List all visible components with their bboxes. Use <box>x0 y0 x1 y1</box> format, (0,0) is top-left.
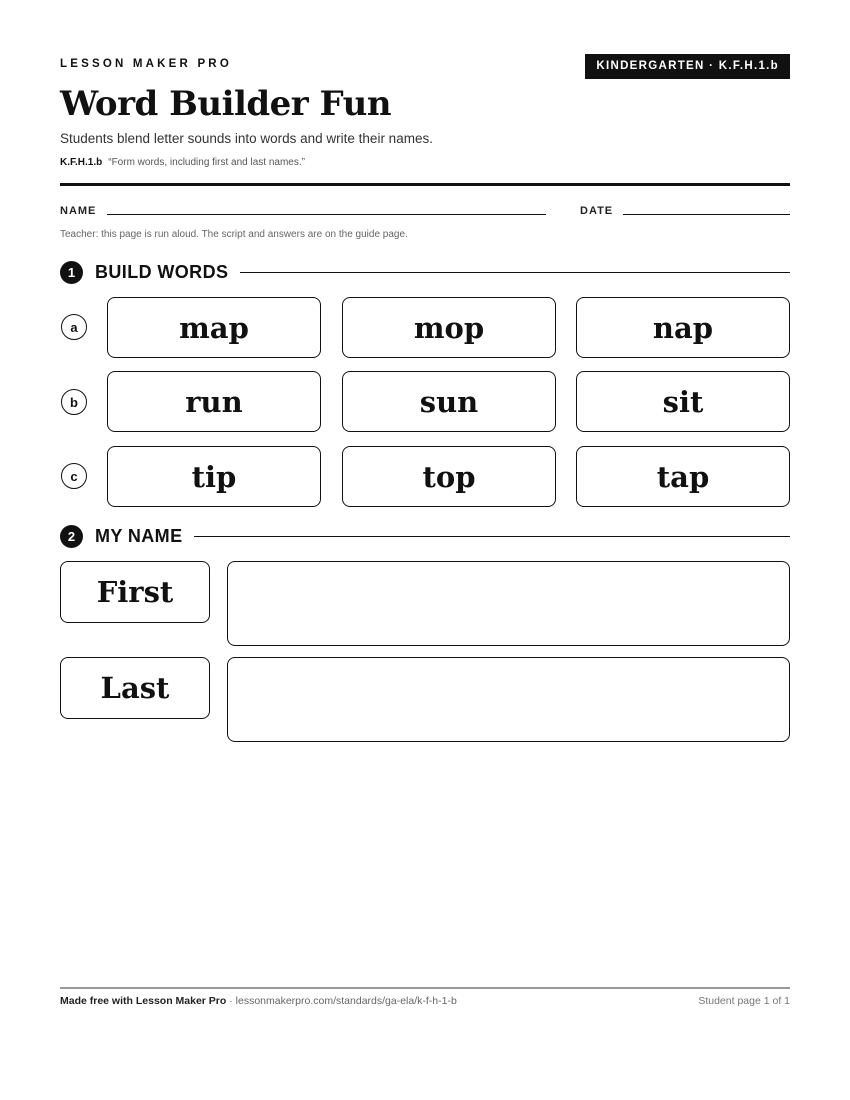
section-title: BUILD WORDS <box>95 261 229 282</box>
footer-page-number: Student page 1 of 1 <box>698 995 790 1007</box>
footer-divider <box>60 987 790 989</box>
section-title: MY NAME <box>95 525 183 546</box>
teacher-note: Teacher: this page is run aloud. The script and answers are on the guide page. <box>60 229 408 240</box>
word-card[interactable]: sit <box>576 371 790 432</box>
row-letter-c: c <box>61 463 87 489</box>
row-letter-b: b <box>61 389 87 415</box>
last-name-label: Last <box>60 657 210 719</box>
word-card[interactable]: mop <box>342 297 556 358</box>
brand-name: LESSON MAKER PRO <box>60 58 232 70</box>
page-subtitle: Students blend letter sounds into words and write their names. <box>60 131 433 146</box>
page-title: Word Builder Fun <box>60 84 392 124</box>
standard-code: K.F.H.1.b <box>60 157 103 168</box>
name-write-line[interactable] <box>107 214 546 215</box>
word-card[interactable]: top <box>342 446 556 507</box>
name-label: NAME <box>60 205 97 217</box>
footer-credit <box>60 995 457 1007</box>
grade-standard-badge: KINDERGARTEN · K.F.H.1.b <box>585 54 790 79</box>
word-card[interactable]: map <box>107 297 321 358</box>
section-rule <box>194 536 790 537</box>
date-label: DATE <box>580 205 614 217</box>
standard-quote: “Form words, including first and last names.” <box>108 157 305 168</box>
section-number-badge: 1 <box>60 261 83 284</box>
word-card[interactable]: tap <box>576 446 790 507</box>
first-name-write-box[interactable] <box>227 561 790 646</box>
row-letter-a: a <box>61 314 87 340</box>
word-card[interactable]: nap <box>576 297 790 358</box>
section-number-badge: 2 <box>60 525 83 548</box>
word-card[interactable]: tip <box>107 446 321 507</box>
word-card[interactable]: run <box>107 371 321 432</box>
date-write-line[interactable] <box>623 214 790 215</box>
section-my-name-header <box>60 524 790 548</box>
footer-url[interactable]: · lessonmakerpro.com/standards/ga-ela/k-f-h-1-b <box>226 995 457 1007</box>
word-card[interactable]: sun <box>342 371 556 432</box>
header-divider <box>60 183 790 186</box>
section-build-words-header <box>60 260 790 284</box>
first-name-label: First <box>60 561 210 623</box>
standard-reference <box>60 157 305 168</box>
section-rule <box>240 272 790 273</box>
footer-made-with: Made free with Lesson Maker Pro <box>60 995 227 1007</box>
last-name-write-box[interactable] <box>227 657 790 742</box>
